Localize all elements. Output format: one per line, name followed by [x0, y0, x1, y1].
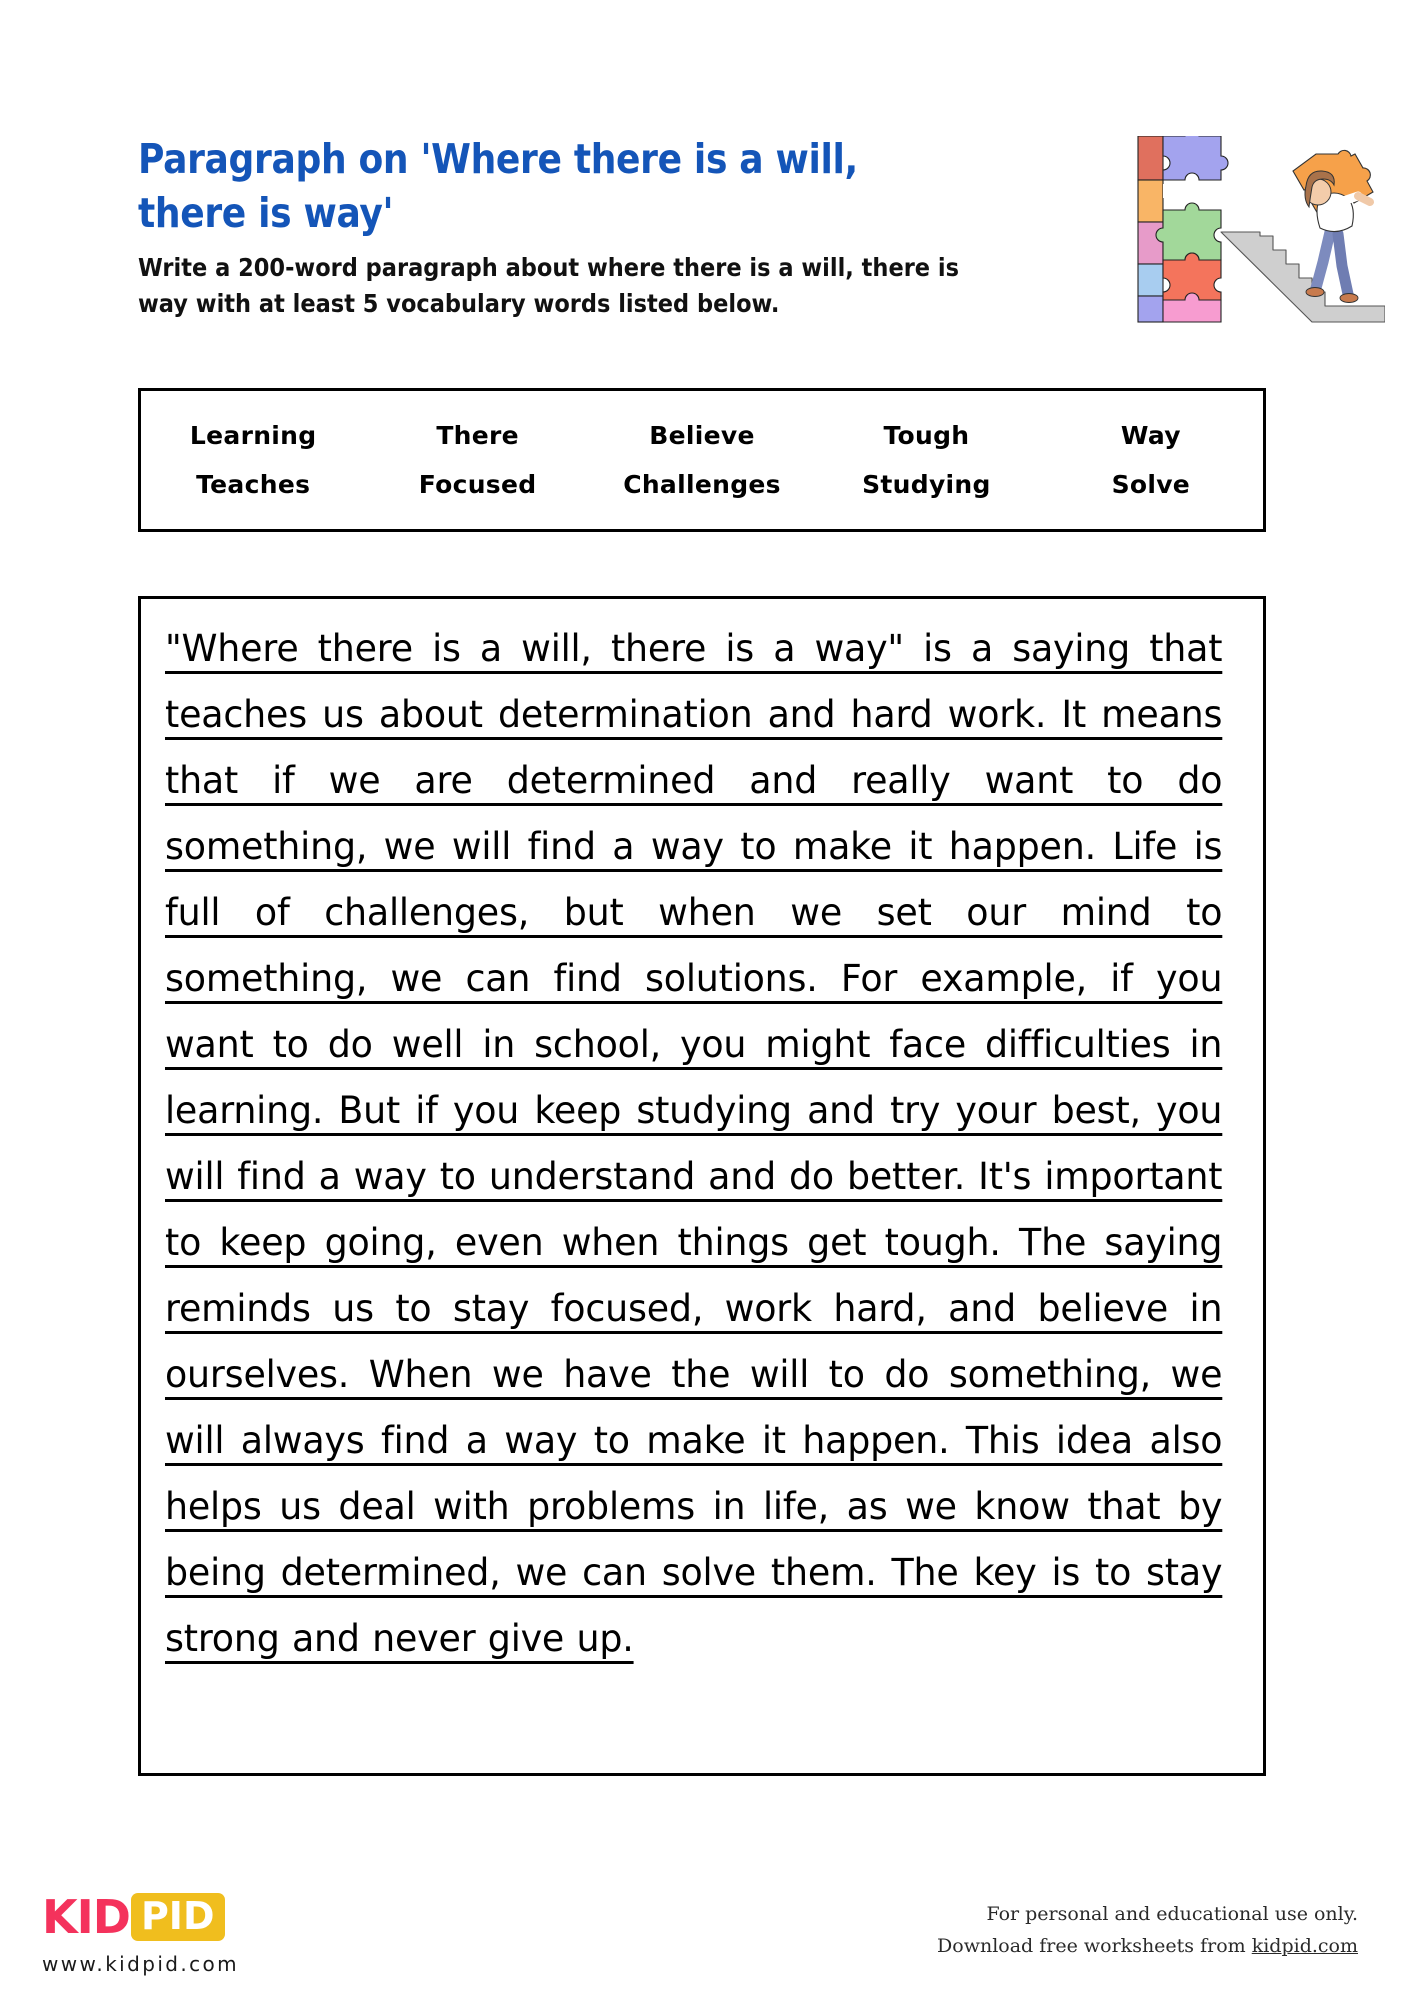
puzzle-piece-orange	[1138, 180, 1163, 222]
footer-note-line-1: For personal and educational use only.	[986, 1903, 1358, 1925]
stairs-shape	[1221, 232, 1385, 322]
puzzle-piece-purple	[1138, 296, 1163, 322]
vocabulary-word: Challenges	[623, 470, 781, 499]
vocabulary-word: Tough	[883, 421, 970, 450]
puzzle-piece-blue-large	[1163, 136, 1228, 180]
puzzle-stairs-illustration	[1120, 136, 1385, 326]
vocabulary-word: There	[436, 421, 519, 450]
vocabulary-word: Way	[1120, 421, 1181, 450]
footer-note-line-2	[937, 1930, 1358, 1962]
vocabulary-word: Focused	[418, 470, 537, 499]
vocabulary-word-bank	[138, 388, 1266, 532]
vocabulary-word: Solve	[1111, 470, 1191, 499]
logo-mark	[42, 1890, 372, 1944]
footer-note-prefix: Download free worksheets from	[937, 1935, 1252, 1958]
vocabulary-word: Teaches	[196, 470, 311, 499]
logo-pid-text: PID	[131, 1893, 225, 1941]
instructions-text: Write a 200-word paragraph about where there is a will, there is way with at least 5 vocabulary words listed below.	[138, 253, 960, 319]
answer-paragraph-text[interactable]: "Where there is a will, there is a way" is a saying that teaches us about determination and hard work. It means that if we are determined and really want to do something, we will find a way to make it happen. Life is full of challenges, but when we set our mind to something, we can find solutions. For example, if you want to do well in school, you might face difficulties in learning. But if you keep studying and try your best, you will find a way to understand and do better. It's important to keep going, even when things get tough. The saying reminds us to stay focused, work hard, and believe in ourselves. When we have the will to do something, we will always find a way to make it happen. This idea also helps us deal with problems in life, as we know that by being determined, we can solve them. The key is to stay strong and never give up.	[165, 626, 1223, 1660]
answer-paragraph-box[interactable]	[138, 596, 1266, 1776]
page-title: Paragraph on 'Where there is a will, there is way'	[138, 135, 858, 238]
footer-usage-note	[937, 1898, 1358, 1963]
kidpid-link[interactable]: kidpid.com	[1251, 1935, 1358, 1958]
puzzle-piece-green	[1156, 203, 1221, 260]
puzzle-piece-lightblue	[1138, 264, 1163, 296]
vocabulary-row-1	[141, 421, 1263, 450]
vocabulary-word: Learning	[189, 421, 317, 450]
puzzle-piece-red	[1138, 136, 1163, 180]
kidpid-logo	[42, 1890, 372, 1976]
worksheet-header	[138, 132, 1138, 323]
logo-kid-text: KID	[42, 1890, 130, 1944]
logo-website-url: www.kidpid.com	[42, 1952, 240, 1976]
vocabulary-row-2	[141, 470, 1263, 499]
vocabulary-word: Believe	[649, 421, 755, 450]
vocabulary-word: Studying	[862, 470, 991, 499]
puzzle-piece-pink	[1138, 222, 1163, 264]
